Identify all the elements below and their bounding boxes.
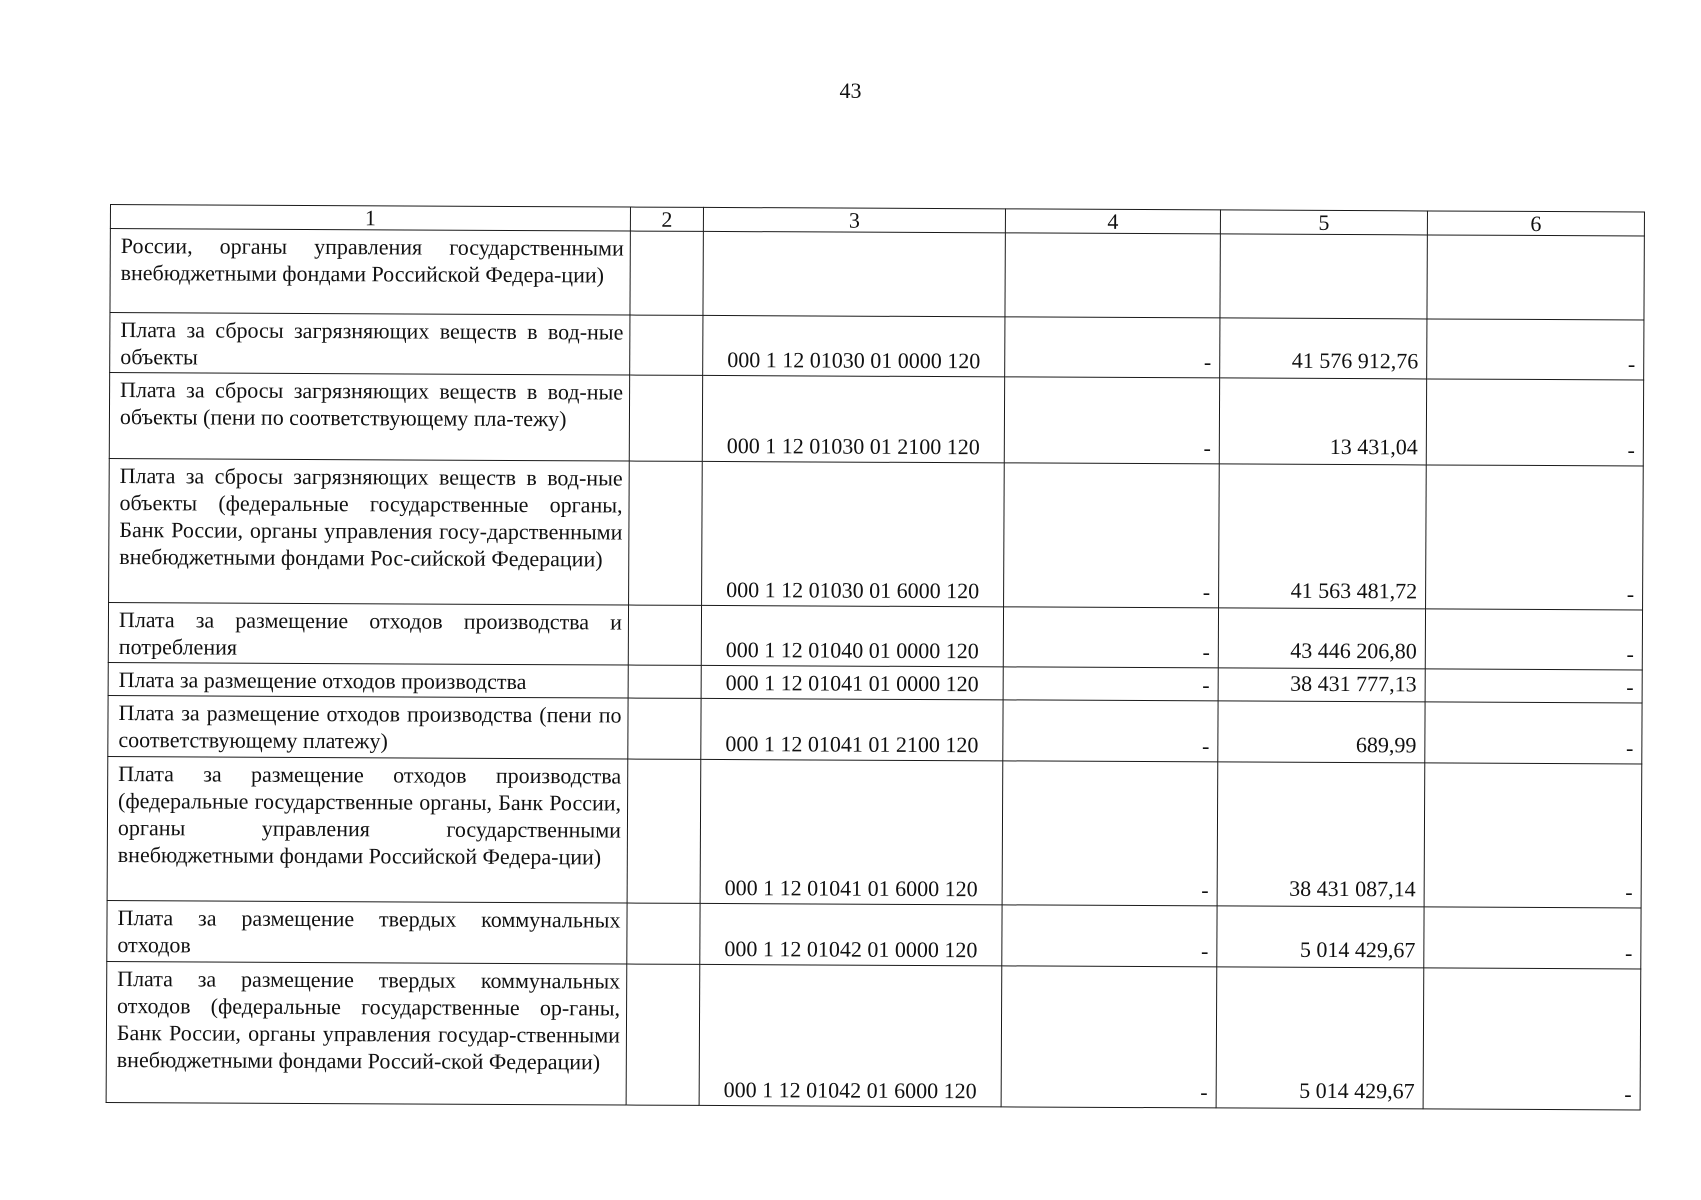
row-col2 [628, 665, 701, 698]
row-col4: - [1001, 966, 1217, 1108]
row-col2 [628, 605, 701, 665]
row-col4: - [1003, 607, 1218, 668]
row-col5: 13 431,04 [1219, 378, 1426, 465]
row-col6: - [1426, 465, 1644, 610]
table-row [109, 458, 1644, 609]
column-header-1: 1 [110, 205, 630, 232]
row-code: 000 1 12 01042 01 0000 120 [700, 903, 1002, 965]
row-col4: - [1003, 667, 1218, 701]
row-col5: 38 431 777,13 [1218, 668, 1425, 702]
row-col4: - [1002, 905, 1217, 967]
row-col5: 43 446 206,80 [1218, 608, 1425, 669]
row-col5: 38 431 087,14 [1217, 762, 1425, 907]
row-name: Плата за размещение твердых коммунальных отходов (федеральные государственные ор-ганы, Банк России, органы управления государ-ственными внебюджетными фондами Россий-ской Федерации) [106, 961, 627, 1105]
table-row [106, 961, 1641, 1109]
table-row [108, 602, 1642, 669]
column-header-2: 2 [630, 207, 703, 231]
row-name: Плата за размещение отходов производства [108, 662, 628, 698]
row-col4: - [1005, 317, 1220, 378]
row-col5: 41 563 481,72 [1219, 464, 1427, 609]
row-name: Плата за сбросы загрязняющих веществ в вод-ные объекты (пени по соответствующему пла-тежу) [109, 373, 629, 462]
column-header-3: 3 [703, 207, 1005, 232]
row-col2 [630, 315, 703, 375]
row-col2 [627, 903, 700, 964]
row-name: Плата за размещение отходов производства (пени по соответствующему платежу) [108, 695, 628, 759]
row-col6: - [1425, 669, 1642, 703]
row-col4: - [1004, 377, 1219, 464]
row-col5: 5 014 429,67 [1217, 906, 1424, 968]
table-row [110, 313, 1644, 380]
row-col2 [628, 698, 701, 759]
row-col2 [630, 231, 703, 315]
table-row [108, 695, 1642, 763]
revenue-table [106, 204, 1645, 1110]
row-code: 000 1 12 01040 01 0000 120 [701, 605, 1003, 666]
table-row [110, 229, 1644, 320]
document-table-wrapper [106, 204, 1644, 1110]
row-col2 [629, 375, 702, 461]
page-number: 43 [839, 78, 862, 103]
row-name: России, органы управления государственными внебюджетными фондами Российской Федера-ции) [110, 229, 630, 316]
row-col6: - [1426, 379, 1643, 466]
row-code: 000 1 12 01030 01 0000 120 [703, 315, 1005, 376]
row-col6: - [1424, 907, 1641, 969]
row-col5: 689,99 [1218, 701, 1425, 763]
table-row [107, 756, 1642, 907]
row-col6: - [1423, 968, 1641, 1110]
row-col5 [1220, 234, 1427, 319]
row-name: Плата за размещение отходов производства (федеральные государственные органы, Банк России, органы управления государственными внебюджетными фондами Российской Федера-ции) [107, 756, 628, 903]
column-header-5: 5 [1220, 210, 1427, 235]
row-col5: 41 576 912,76 [1220, 318, 1427, 379]
row-name: Плата за сбросы загрязняющих веществ в вод-ные объекты [110, 313, 630, 376]
row-name: Плата за сбросы загрязняющих веществ в вод-ные объекты (федеральные государственные органы, Банк России, органы управления госу-дарственными внебюджетными фондами Рос-сийской Федерации) [109, 458, 630, 605]
row-col6: - [1424, 763, 1642, 908]
row-code: 000 1 12 01042 01 6000 120 [699, 964, 1002, 1106]
row-code: 000 1 12 01030 01 2100 120 [702, 375, 1004, 462]
row-name: Плата за размещение отходов производства и потребления [108, 602, 628, 665]
row-col4 [1005, 233, 1220, 318]
row-col5: 5 014 429,67 [1216, 967, 1424, 1109]
row-col4: - [1003, 700, 1218, 762]
row-col6: - [1427, 319, 1644, 380]
table-row [109, 373, 1643, 466]
row-code: 000 1 12 01041 01 2100 120 [701, 698, 1003, 760]
column-header-6: 6 [1427, 211, 1644, 236]
row-col2 [626, 964, 700, 1105]
row-name: Плата за размещение твердых коммунальных отходов [107, 900, 627, 964]
row-col6: - [1425, 609, 1642, 670]
row-col2 [627, 759, 701, 903]
column-header-4: 4 [1005, 209, 1220, 234]
row-col4: - [1004, 463, 1220, 608]
row-code [703, 231, 1005, 316]
row-col6: - [1425, 702, 1642, 764]
row-code: 000 1 12 01030 01 6000 120 [702, 461, 1005, 606]
row-col6 [1427, 235, 1644, 320]
table-row [107, 900, 1641, 968]
row-code: 000 1 12 01041 01 0000 120 [701, 665, 1003, 699]
row-code: 000 1 12 01041 01 6000 120 [700, 759, 1003, 904]
row-col4: - [1002, 761, 1218, 906]
row-col2 [629, 461, 703, 605]
